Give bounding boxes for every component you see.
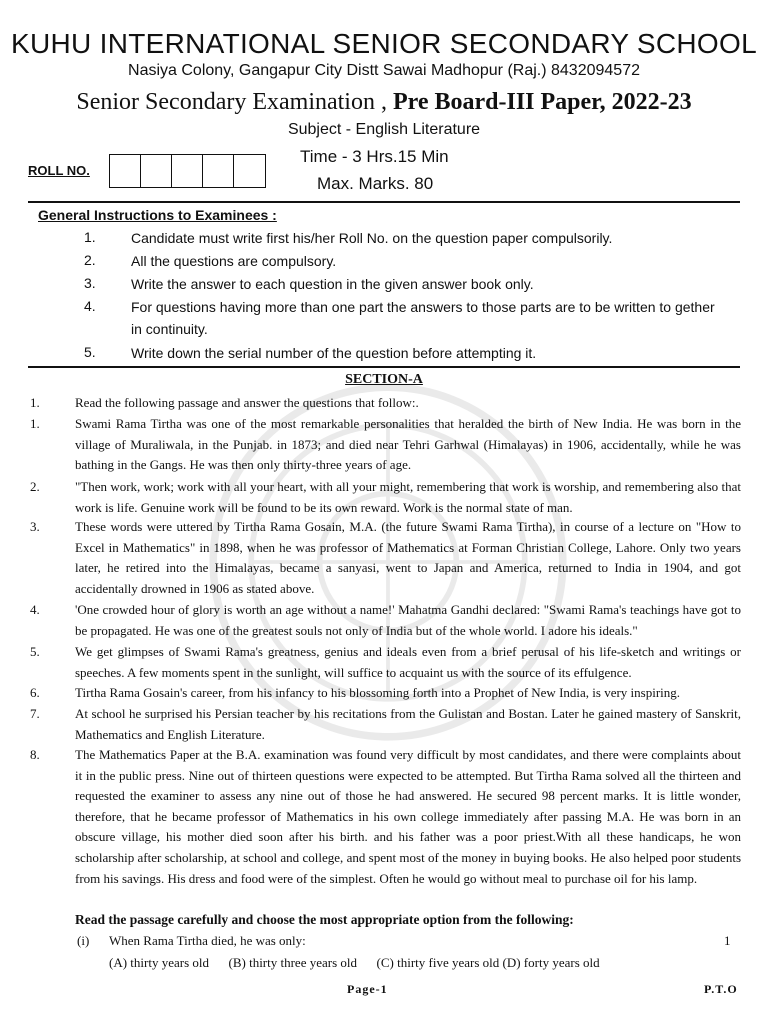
question-text: When Rama Tirtha died, he was only:: [109, 933, 306, 948]
instruction-number: 4.: [84, 298, 96, 314]
paragraph-number: 7.: [30, 706, 40, 721]
exam-title-prefix: Senior Secondary Examination ,: [76, 89, 393, 115]
paragraph-text: "Then work, work; work with all your heart, with all your might, remembering that work is worship, and remembering also that work is life. Genuine work will be found to be its own reward. Work is the normal state of man.: [75, 479, 741, 515]
paragraph-text: At school he surprised his Persian teacher by his recitations from the Gulistan and Bostan. Later he gained mastery of Sanskrit, Mathematics and English Literature.: [75, 706, 741, 742]
instruction-text: Candidate must write first his/her Roll No. on the question paper compulsorily.: [131, 230, 613, 246]
roll-number-label: ROLL NO.: [28, 163, 90, 178]
paragraph-text: Tirtha Rama Gosain's career, from his infancy to his blossoming forth into a Prophet of New India, is very inspiring.: [75, 685, 681, 700]
pto-marker: P.T.O: [704, 982, 738, 996]
instructions-title: General Instructions to Examinees :: [38, 207, 277, 223]
section-title: SECTION-A: [345, 372, 423, 387]
instruction-text: All the questions are compulsory.: [131, 253, 337, 269]
paragraph-text: These words were uttered by Tirtha Rama Gosain, M.A. (the future Swami Rama Tirtha), in course of a lecture on "How to Excel in Mathematics" in 1898, when he was professor of Mathematics at Forman Christian College, Lahore. Only two years later, he retired into the Himalayas, became a sanyasi, went to Japan and America, returned to India in 1904, and got accidentally drowned in 1906 as stated above.: [75, 519, 741, 596]
page-number: Page-1: [347, 982, 388, 996]
paragraph-text: Read the following passage and answer the questions that follow:.: [75, 395, 419, 410]
paragraph-text: We get glimpses of Swami Rama's greatness, genius and ideals even from a brief perusal of his life-sketch and writings or speeches. A few moments spent in the sunlight, will suffice to acquaint us with the source of its effulgence.: [75, 644, 741, 680]
exam-time: Time - 3 Hrs.15 Min: [300, 147, 449, 166]
question-options: (A) thirty years old (B) thirty three years old (C) thirty five years old (D) forty years old: [109, 955, 600, 970]
subject-line: Subject - English Literature: [287, 121, 481, 138]
divider: [28, 366, 740, 368]
roll-number-boxes[interactable]: [109, 154, 266, 188]
roll-box[interactable]: [203, 155, 234, 187]
max-marks: Max. Marks. 80: [317, 174, 434, 193]
paragraph-number: 1.: [30, 395, 40, 410]
paragraph-text: 'One crowded hour of glory is worth an age without a name!' Mahatma Gandhi declared: "Swami Rama's teachings have got to be propagated. He was one of the greatest souls not only of India but of the whole world. I adore his ideals.": [75, 602, 741, 638]
paragraph-text: Swami Rama Tirtha was one of the most remarkable personalities that heralded the birth of New India. He was born in the village of Muraliwala, in the Punjab. in 1873; and died near Tehri Garhwal (Himalayas) in 1906, accidentally, while he was bathing in the Gangs. He was then only thirty-three years of age.: [75, 416, 741, 473]
paragraph-number: 2.: [30, 479, 40, 494]
roll-box[interactable]: [141, 155, 172, 187]
paragraph-number: 6.: [30, 685, 40, 700]
exam-title: [0, 89, 768, 116]
roll-box[interactable]: [234, 155, 265, 187]
paragraph-text: The Mathematics Paper at the B.A. examination was found very difficult by most candidates, and there were complaints about it in the public press. Nine out of thirteen questions were expected to be attempted. But Tirtha Rama solved all the thirteen and requested the examiner to assess any nine out of those he had answered. He secured 98 percent marks. It is little wonder, therefore, that he became professor of Mathematics in his own college immediately after passing M.A. He was born in an obscure village, his mother died soon after his birth. and his father was a poor priest.With all these handicaps, he won scholarship after scholarship, at school and college, and spent most of the money in buying books. He also helped poor students from his savings. His dress and food were of the simplest. Often he would go without meal to purchase oil for his lamp.: [75, 747, 741, 886]
school-address: Nasiya Colony, Gangapur City Distt Sawai Madhopur (Raj.) 8432094572: [128, 62, 640, 79]
instruction-number: 2.: [84, 252, 96, 268]
roll-box[interactable]: [110, 155, 141, 187]
instruction-text: Write down the serial number of the question before attempting it.: [131, 345, 537, 361]
paragraph-number: 5.: [30, 644, 40, 659]
paragraph-number: 3.: [30, 519, 40, 534]
divider: [28, 201, 740, 203]
roll-box[interactable]: [172, 155, 203, 187]
exam-title-bold: Pre Board-III Paper, 2022-23: [392, 89, 692, 115]
instruction-text: For questions having more than one part the answers to those parts are to be written to gether in continuity.: [131, 299, 715, 337]
instruction-number: 3.: [84, 275, 96, 291]
instruction-number: 5.: [84, 344, 96, 360]
paragraph-number: 4.: [30, 602, 40, 617]
school-name: KUHU INTERNATIONAL SENIOR SECONDARY SCHOOL: [11, 28, 757, 59]
question-number: (i): [77, 933, 90, 948]
instruction-text: Write the answer to each question in the given answer book only.: [131, 276, 534, 292]
question-instruction: Read the passage carefully and choose the most appropriate option from the following:: [75, 912, 574, 927]
question-marks: 1: [724, 933, 731, 948]
paragraph-number: 1.: [30, 416, 40, 431]
paragraph-number: 8.: [30, 747, 40, 762]
instruction-number: 1.: [84, 229, 96, 245]
